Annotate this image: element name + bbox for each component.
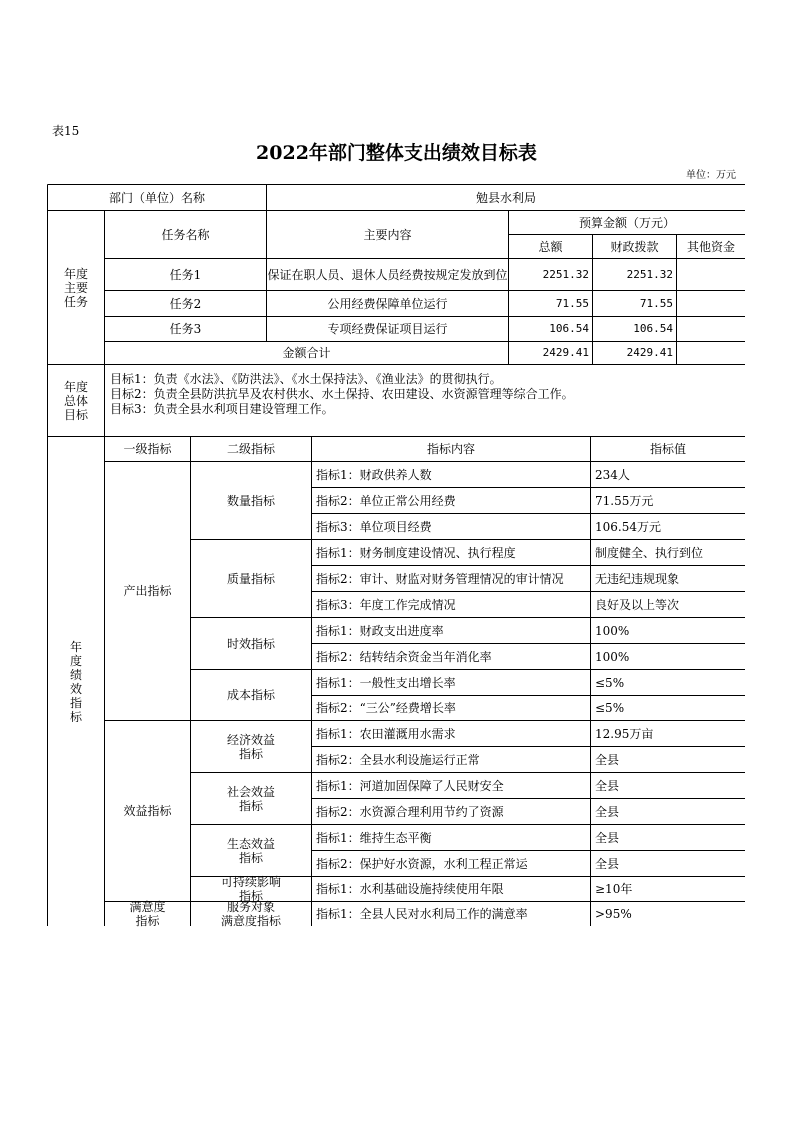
indicator-value: 12.95万亩	[595, 726, 654, 741]
indicator-content: 指标2：全县水利设施运行正常	[316, 752, 480, 767]
level2-quality: 质量指标	[226, 571, 275, 586]
indicator-content: 指标2：结转结余资金当年消化率	[316, 649, 492, 664]
level2-timeliness: 时效指标	[226, 636, 275, 651]
level2-ecological	[191, 825, 311, 876]
tasks-section-label	[48, 211, 104, 364]
task-content: 保证在职人员、退休人员经费按规定发放到位	[267, 267, 508, 282]
level2-social	[191, 773, 311, 824]
task-fiscal: 106.54	[633, 322, 673, 335]
page-title: 2022年部门整体支出绩效目标表	[256, 142, 537, 164]
indicator-value: ≤5%	[595, 701, 625, 715]
goal-item: 目标3：负责全县水利项目建设管理工作。	[110, 402, 334, 416]
indicator-value: 无违纪违规现象	[595, 571, 680, 586]
sum-total: 2429.41	[542, 346, 589, 359]
indicator-value: 全县	[595, 830, 620, 845]
level1-output: 产出指标	[123, 584, 172, 598]
indicator-content: 指标1：财务制度建设情况、执行程度	[316, 545, 516, 560]
col-fiscal: 财政拨款	[610, 239, 659, 254]
cell-line: 目标	[63, 407, 88, 422]
indicator-content: 指标2：“三公”经费增长率	[316, 701, 456, 715]
indicator-value: 100%	[595, 649, 630, 664]
col-level2: 二级指标	[226, 442, 275, 456]
task-content: 公用经费保障单位运行	[327, 296, 448, 311]
sum-fiscal: 2429.41	[626, 346, 673, 359]
indicator-content: 指标1：财政支出进度率	[316, 623, 444, 638]
task-content: 专项经费保证项目运行	[327, 322, 448, 336]
indicator-value: 全县	[595, 804, 620, 819]
task-name: 任务2	[169, 296, 202, 311]
col-level1: 一级指标	[123, 442, 172, 456]
cell-line: 年度	[63, 266, 88, 281]
indicator-content: 指标1：水利基础设施持续使用年限	[316, 882, 504, 896]
indicator-content: 指标2：审计、财监对财务管理情况的审计情况	[316, 571, 564, 586]
task-other	[677, 317, 745, 341]
col-other: 其他资金	[686, 239, 735, 254]
col-budget: 预算金额（万元）	[578, 215, 675, 230]
indicator-value: ≤5%	[595, 675, 625, 690]
task-total: 106.54	[549, 322, 589, 335]
level1-benefit: 效益指标	[123, 804, 172, 818]
dept-name-value: 勉县水利局	[475, 190, 536, 205]
indicator-value: 106.54万元	[595, 519, 661, 534]
indicator-value: 100%	[595, 623, 630, 638]
indicator-content: 指标3：单位项目经费	[316, 519, 432, 534]
cell-line: 年度	[63, 379, 88, 394]
level2-quantity: 数量指标	[226, 493, 275, 508]
sum-label: 金额合计	[282, 346, 331, 360]
cell-line: 指	[69, 695, 82, 710]
cell-line: 指标	[238, 746, 263, 761]
indicator-content: 指标1：农田灌溉用水需求	[316, 726, 456, 741]
cell-line: 总体	[63, 393, 88, 408]
indicators-section-label	[48, 437, 104, 926]
cell-line: 经济效益	[226, 732, 275, 747]
indicator-content: 指标2：水资源合理利用节约了资源	[316, 804, 504, 819]
level2-cost: 成本指标	[226, 688, 275, 702]
dept-name-label: 部门（单位）名称	[108, 190, 205, 205]
performance-table	[47, 184, 745, 926]
cell-line: 指标	[238, 889, 263, 903]
indicator-value: 全县	[595, 752, 620, 767]
task-fiscal: 2251.32	[626, 267, 673, 281]
indicator-content: 指标3：年度工作完成情况	[316, 597, 456, 612]
indicator-value: 234人	[595, 467, 630, 482]
cell-line: 效	[69, 681, 82, 696]
col-indicator-value: 指标值	[649, 442, 686, 456]
cell-line: 任务	[63, 294, 88, 309]
task-name: 任务1	[169, 267, 202, 282]
indicator-content: 指标1：全县人民对水利局工作的满意率	[316, 907, 528, 921]
cell-line: 满意度	[129, 900, 166, 914]
cell-line: 指标	[135, 914, 160, 928]
task-other	[677, 259, 745, 290]
goal-item: 目标1：负责《水法》、《防洪法》、《水土保持法》、《渔业法》的贯彻执行。	[110, 372, 502, 386]
indicator-content: 指标1：一般性支出增长率	[316, 675, 456, 690]
indicator-value: 71.55万元	[595, 493, 654, 508]
col-task-content: 主要内容	[363, 227, 412, 242]
indicator-content: 指标1：维持生态平衡	[316, 830, 432, 845]
indicator-value: 全县	[595, 856, 620, 871]
cell-line: 度	[69, 653, 82, 668]
level2-sustainable	[191, 877, 311, 901]
indicator-value: 全县	[595, 778, 620, 793]
level1-satisfaction	[105, 902, 190, 926]
task-total: 71.55	[555, 296, 589, 310]
goal-item: 目标2：负责全县防洪抗旱及农村供水、水土保持、农田建设、水资源管理等综合工作。	[110, 387, 574, 401]
cell-line: 满意度指标	[220, 914, 281, 928]
unit-label: 单位：万元	[686, 170, 736, 181]
table-number: 表15	[52, 124, 80, 138]
indicator-value: 制度健全、执行到位	[595, 545, 704, 560]
cell-line: 指标	[238, 798, 263, 813]
task-name: 任务3	[169, 322, 202, 336]
indicator-content: 指标1：河道加固保障了人民财安全	[316, 778, 504, 793]
goals-list	[110, 372, 740, 417]
cell-line: 指标	[238, 850, 263, 865]
col-indicator-content: 指标内容	[426, 442, 475, 456]
indicator-value: >95%	[595, 907, 632, 921]
indicator-content: 指标2：单位正常公用经费	[316, 493, 456, 508]
indicator-content: 指标1：财政供养人数	[316, 467, 432, 482]
col-total: 总额	[538, 239, 563, 254]
cell-line: 主要	[63, 280, 88, 295]
level2-service	[191, 902, 311, 926]
cell-line: 服务对象	[226, 900, 275, 914]
indicator-value: 良好及以上等次	[595, 597, 680, 612]
indicator-value: ≥10年	[595, 882, 633, 896]
goals-section-label	[48, 365, 104, 436]
col-task-name: 任务名称	[161, 227, 210, 242]
cell-line: 可持续影响	[220, 875, 281, 889]
level2-economic	[191, 721, 311, 772]
indicator-content: 指标2：保护好水资源，水利工程正常运	[316, 856, 528, 871]
task-total: 2251.32	[542, 267, 589, 281]
task-other	[677, 291, 745, 316]
cell-line: 生态效益	[226, 836, 275, 851]
cell-line: 绩	[69, 667, 82, 682]
cell-line: 社会效益	[226, 784, 275, 799]
task-fiscal: 71.55	[639, 296, 673, 310]
cell-line: 年	[69, 639, 82, 654]
cell-line: 标	[69, 709, 82, 724]
